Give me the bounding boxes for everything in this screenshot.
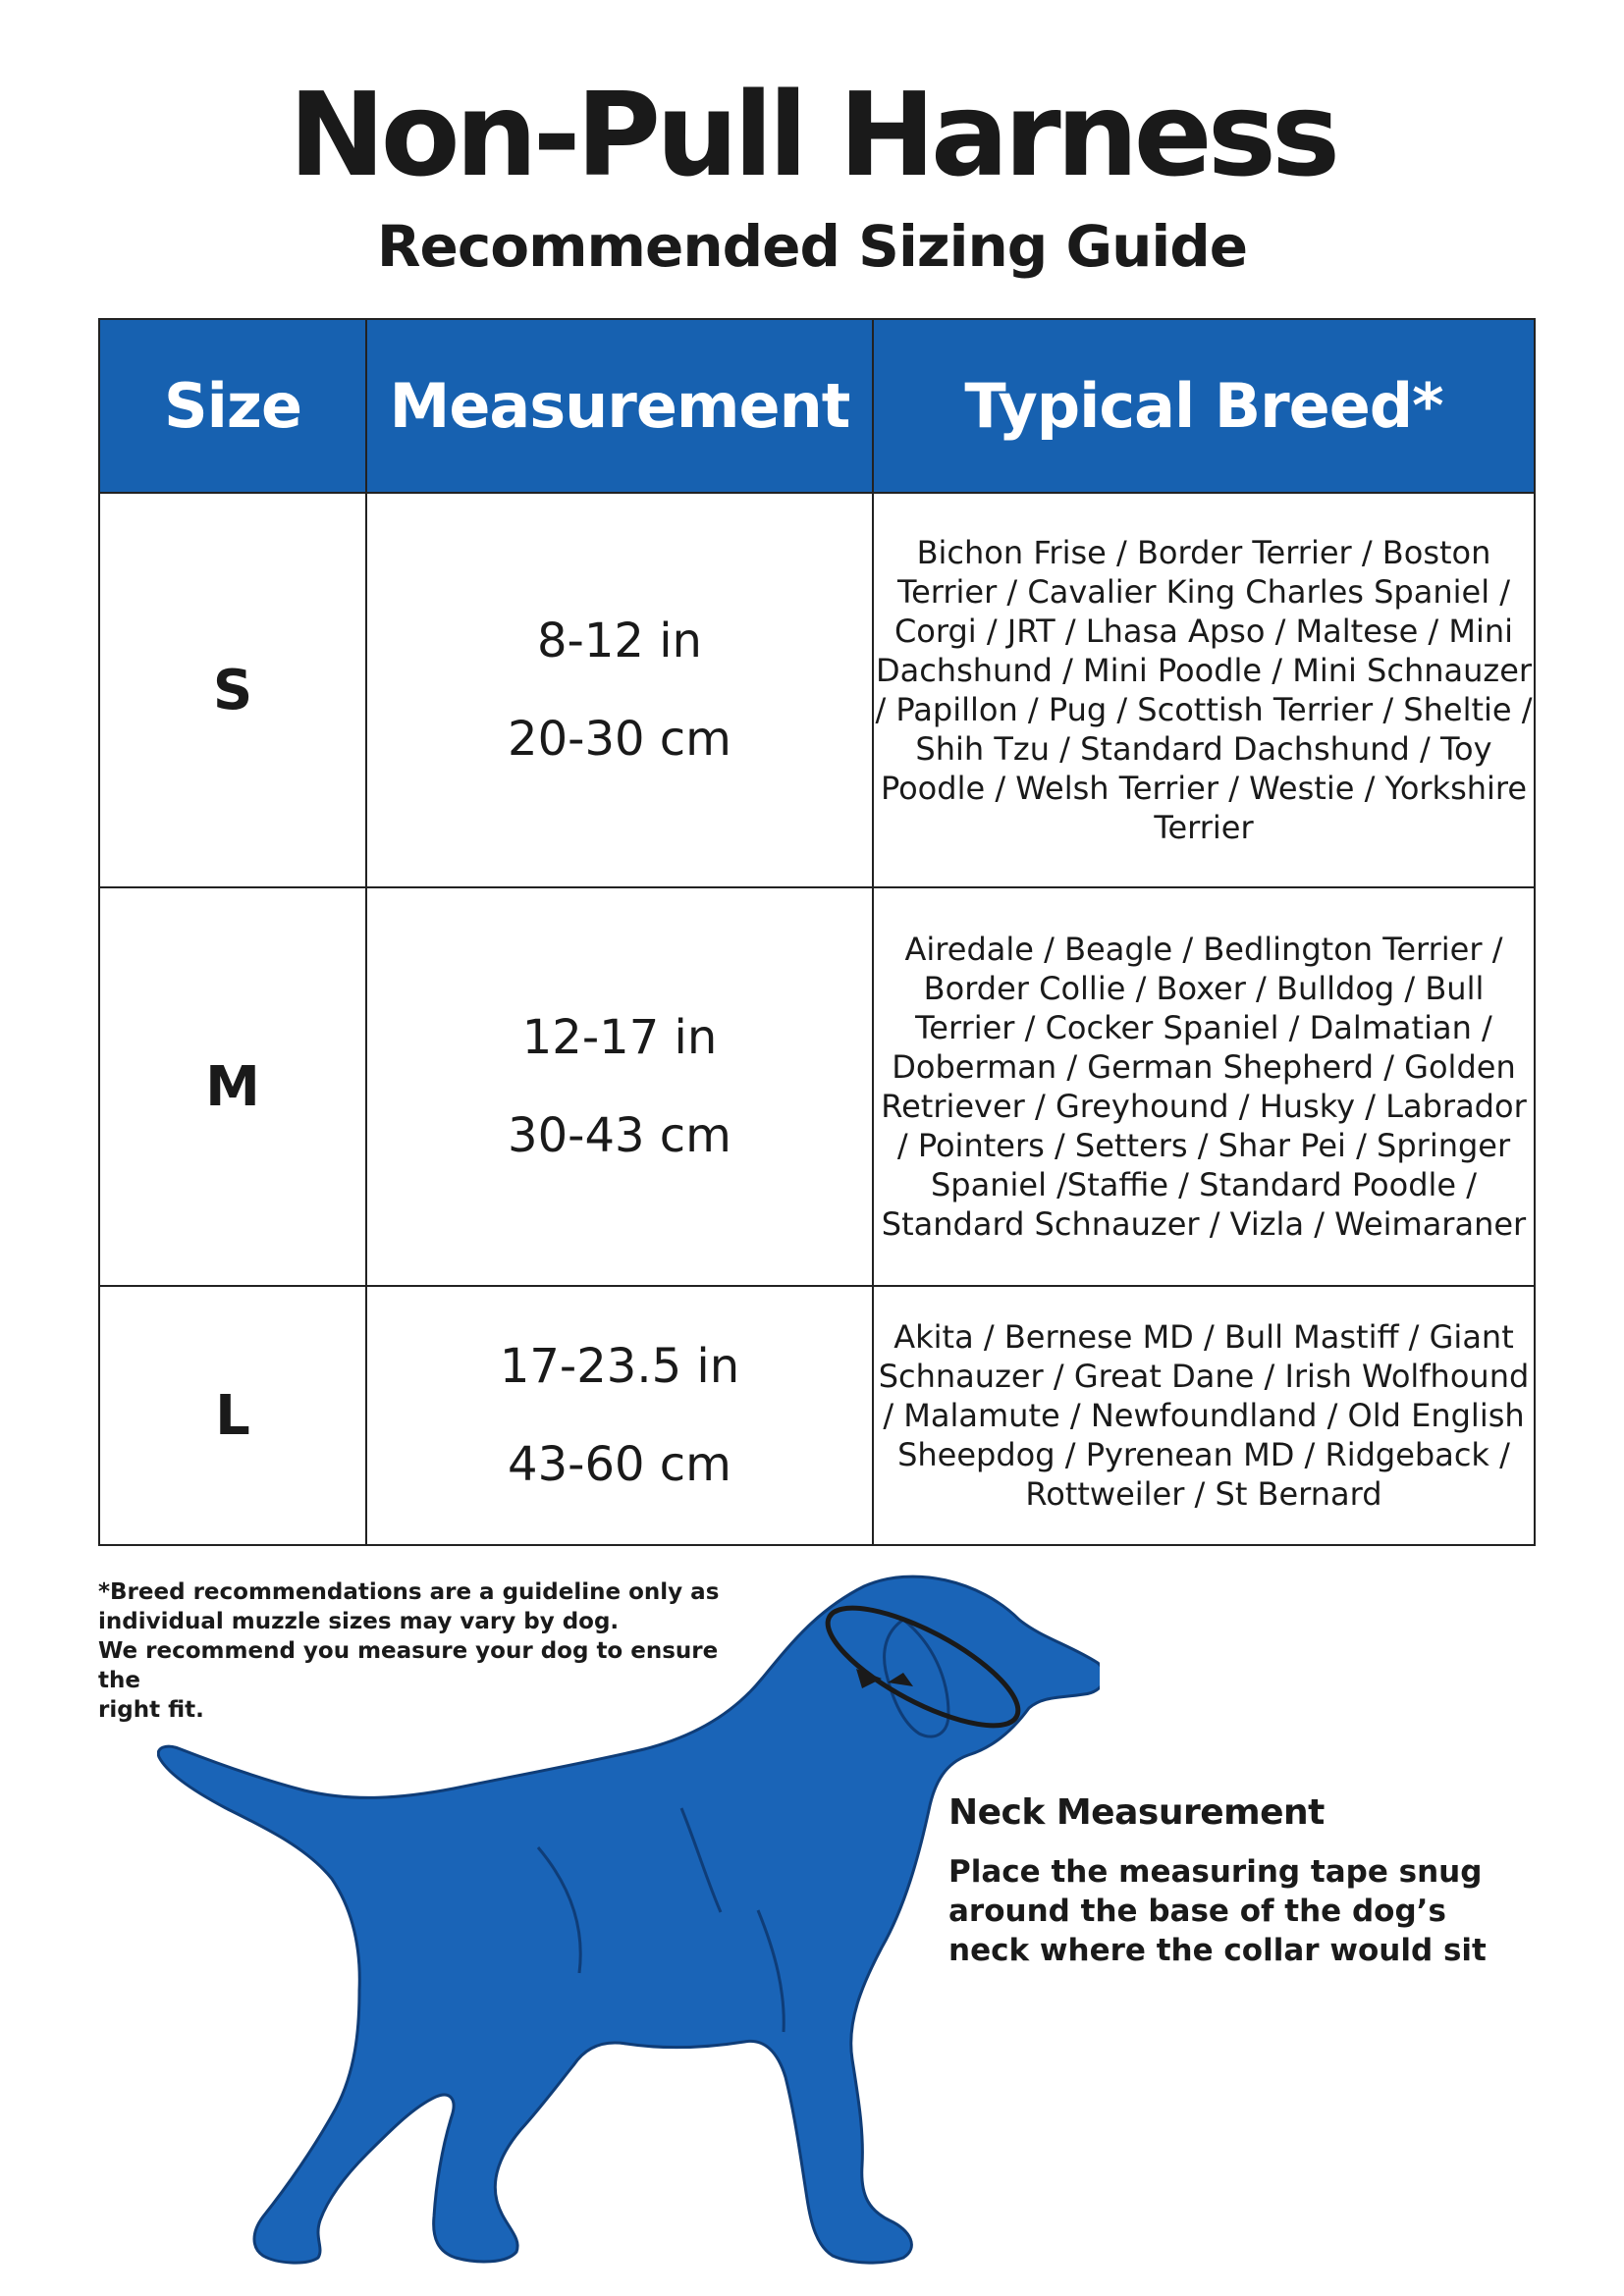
column-header-measurement: Measurement xyxy=(366,319,873,493)
measurement-cell xyxy=(366,1286,873,1545)
breed-list: Akita / Bernese MD / Bull Mastiff / Giant Schnauzer / Great Dane / Irish Wolfhound / Malamute / Newfoundland / Old English Sheepdog / Pyrenean MD / Ridgeback / Rottweiler / St Bernard xyxy=(873,1286,1535,1545)
sizing-table xyxy=(98,318,1536,1546)
measurement-cell xyxy=(366,493,873,887)
measurement-cm: 20-30 cm xyxy=(508,712,731,767)
neck-measurement-text: Place the measuring tape snug around the base of the dog’s neck where the collar would sit xyxy=(948,1854,1487,1968)
size-label: L xyxy=(99,1286,366,1545)
table-row xyxy=(99,887,1535,1286)
disclaimer-line: individual muzzle sizes may vary by dog. xyxy=(98,1609,620,1634)
measurement-inches: 17-23.5 in xyxy=(499,1339,740,1394)
column-header-breed: Typical Breed* xyxy=(873,319,1535,493)
disclaimer-line: We recommend you measure your dog to ensure the xyxy=(98,1638,719,1693)
neck-measurement-title: Neck Measurement xyxy=(948,1792,1325,1833)
page-title: Non-Pull Harness xyxy=(288,67,1336,202)
disclaimer-line: right fit. xyxy=(98,1697,204,1723)
disclaimer-line: *Breed recommendations are a guideline only as xyxy=(98,1579,720,1605)
size-label: S xyxy=(99,493,366,887)
measurement-inches: 8-12 in xyxy=(537,614,702,668)
measurement-cell xyxy=(366,887,873,1286)
measurement-inches: 12-17 in xyxy=(521,1010,718,1065)
page-subtitle: Recommended Sizing Guide xyxy=(376,213,1248,280)
measurement-cm: 43-60 cm xyxy=(508,1437,731,1492)
neck-measurement-info xyxy=(948,1792,1538,1970)
table-header-row xyxy=(99,319,1535,493)
column-header-size: Size xyxy=(99,319,366,493)
table-row xyxy=(99,493,1535,887)
breed-list: Bichon Frise / Border Terrier / Boston Terrier / Cavalier King Charles Spaniel / Corgi / JRT / Lhasa Apso / Maltese / Mini Dachshund / Mini Poodle / Mini Schnauzer / Papillon / Pug / Scottish Terrier / Sheltie / Shih Tzu / Standard Dachshund / Toy Poodle / Welsh Terrier / Westie / Yorkshire Terrier xyxy=(873,493,1535,887)
measurement-cm: 30-43 cm xyxy=(508,1108,731,1163)
table-row xyxy=(99,1286,1535,1545)
size-label: M xyxy=(99,887,366,1286)
breed-list: Airedale / Beagle / Bedlington Terrier / Border Collie / Boxer / Bulldog / Bull Terrier / Cocker Spaniel / Dalmatian / Doberman / German Shepherd / Golden Retriever / Greyhound / Husky / Labrador / Pointers / Setters / Shar Pei / Springer Spaniel /Staffie / Standard Poodle / Standard Schnauzer / Vizla / Weimaraner xyxy=(873,887,1535,1286)
